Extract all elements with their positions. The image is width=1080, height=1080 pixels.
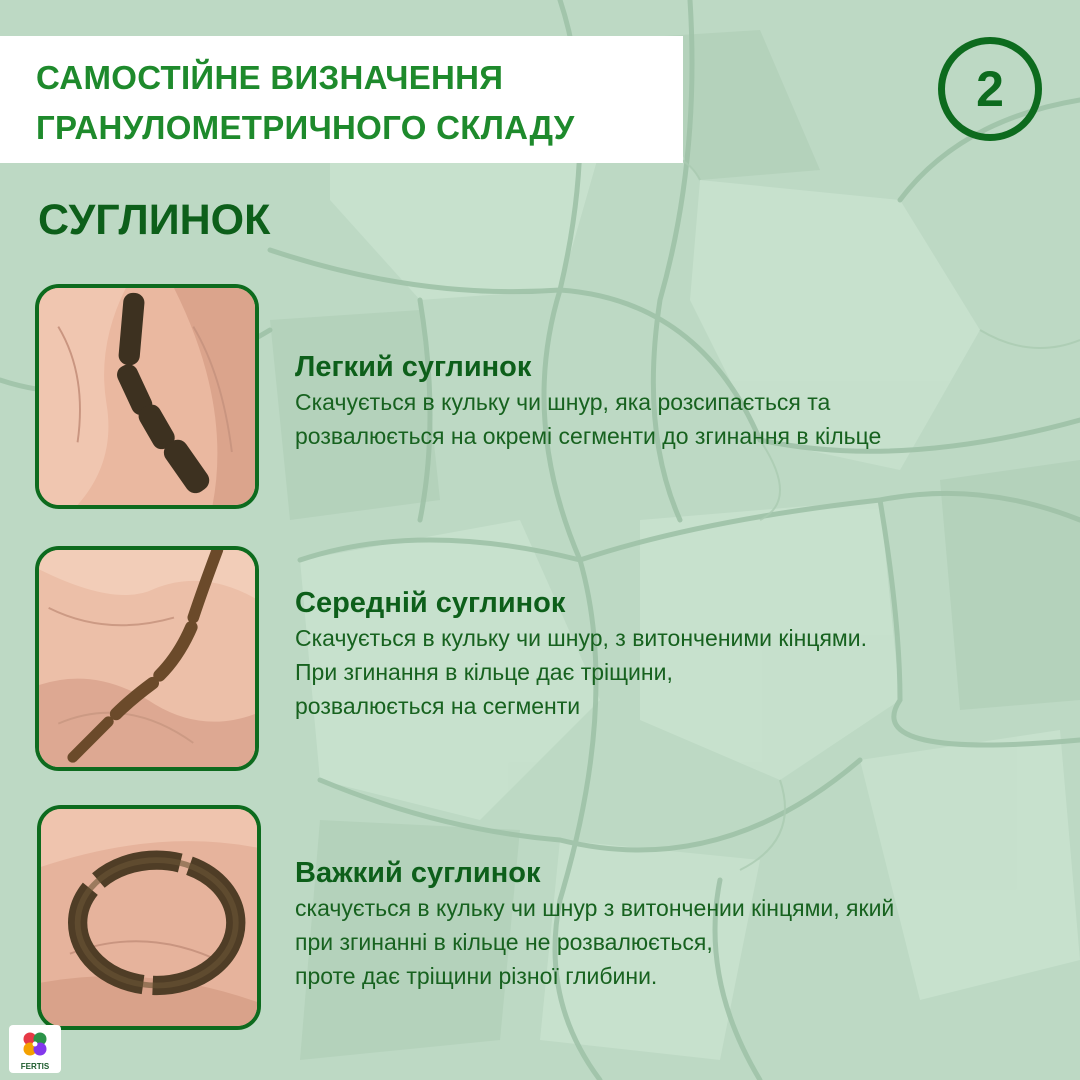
light-loam-photo xyxy=(35,284,259,509)
medium-loam-desc-line: При згинання в кільце дає тріщини, xyxy=(295,659,673,685)
light-loam-title: Легкий суглинок xyxy=(295,351,532,383)
heavy-loam-block xyxy=(295,855,1045,993)
medium-loam-desc-line: розвалюється на сегменти xyxy=(295,693,581,719)
heavy-loam-desc-line: скачується в кульку чи шнур з витончении кінцями, який xyxy=(295,895,895,921)
medium-loam-title: Середній суглинок xyxy=(295,587,566,619)
medium-loam-block xyxy=(295,585,1045,723)
light-loam-desc-line: Скачується в кульку чи шнур, яка розсипається та xyxy=(295,389,831,415)
heavy-loam-desc-line: при згинанні в кільце не розвалюється, xyxy=(295,929,713,955)
light-loam-desc-line: розвалюється на окремі сегменти до згинання в кільце xyxy=(295,423,882,449)
page-title-line-1: САМОСТІЙНЕ ВИЗНАЧЕННЯ xyxy=(36,59,504,96)
medium-loam-desc-line: Скачується в кульку чи шнур, з витонченими кінцями. xyxy=(295,625,867,651)
heavy-loam-desc-line: проте дає тріщини різної глибини. xyxy=(295,963,658,989)
section-title: СУГЛИНОК xyxy=(38,196,271,244)
medium-loam-photo xyxy=(35,546,259,771)
light-loam-block xyxy=(295,349,1045,453)
page-title-line-2: ГРАНУЛОМЕТРИЧНОГО СКЛАДУ xyxy=(36,109,575,146)
heavy-loam-title: Важкий суглинок xyxy=(295,857,541,889)
flower-logo-icon xyxy=(22,1031,48,1057)
heavy-loam-photo xyxy=(37,805,261,1030)
fertis-logo xyxy=(9,1025,61,1073)
logo-text: FERTIS xyxy=(20,1062,50,1071)
title-banner xyxy=(0,36,683,163)
step-number-badge: 2 xyxy=(938,37,1042,141)
